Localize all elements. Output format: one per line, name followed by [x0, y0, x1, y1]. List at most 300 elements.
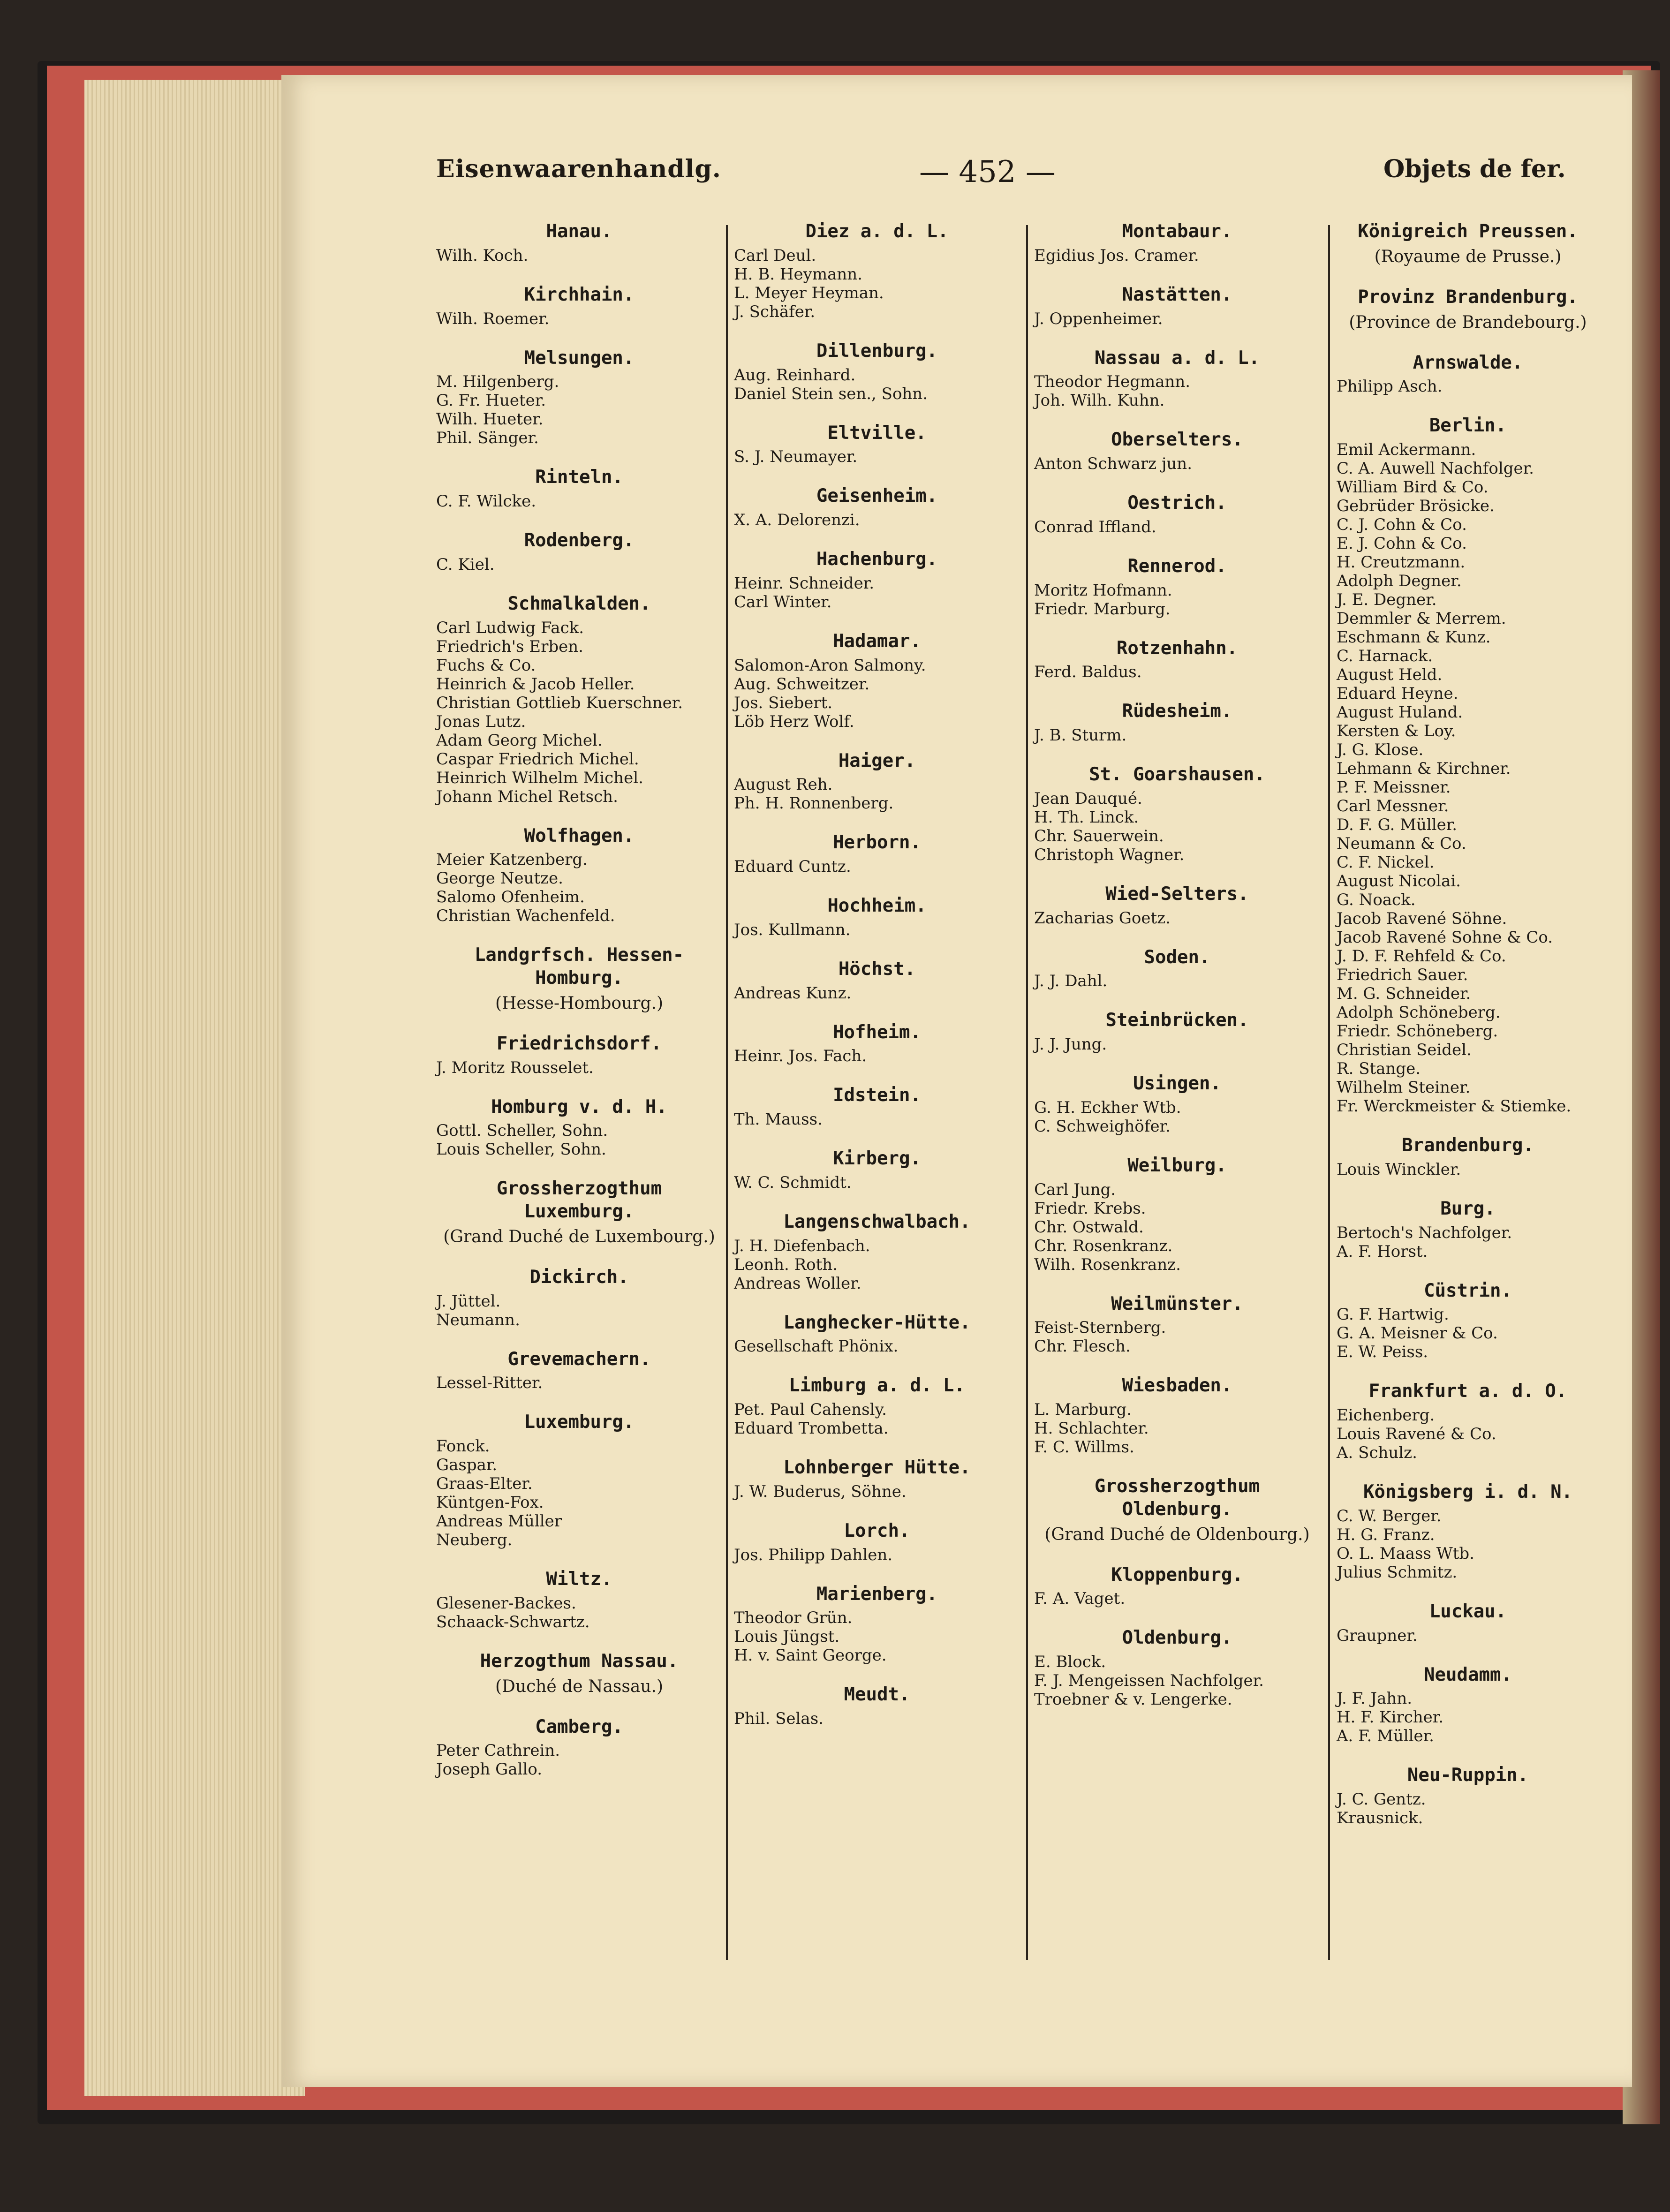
directory-entry: Carl Winter. — [734, 592, 832, 612]
directory-entry: Philipp Asch. — [1337, 377, 1443, 396]
section-heading: Rodenberg. — [524, 530, 635, 551]
directory-section — [1034, 1072, 1320, 1136]
section-heading: Oldenburg. — [1122, 1627, 1232, 1649]
directory-entry: Gottl. Scheller, Sohn. — [436, 1121, 608, 1140]
directory-entry: Carl Messner. — [1337, 797, 1449, 815]
directory-entry: J. E. Degner. — [1337, 590, 1437, 609]
directory-entry: Eduard Cuntz. — [734, 857, 851, 876]
section-heading: Luckau. — [1429, 1600, 1507, 1622]
directory-section — [1034, 946, 1320, 991]
section-heading: Wiesbaden. — [1122, 1375, 1232, 1397]
directory-entry: H. G. Franz. — [1337, 1525, 1435, 1544]
directory-entry: Jacob Ravené Söhne. — [1337, 909, 1507, 928]
section-heading: Herborn. — [833, 832, 921, 853]
directory-section — [1337, 286, 1599, 333]
directory-entry: Heinrich & Jacob Heller. — [436, 674, 635, 694]
directory-entry: Eduard Heyne. — [1337, 684, 1458, 703]
section-heading: Luxemburg. — [524, 1412, 635, 1433]
directory-section — [734, 831, 1020, 876]
directory-entry: Feist-Sternberg. — [1034, 1318, 1166, 1337]
directory-entry: Salomo Ofenheim. — [436, 888, 585, 907]
directory-entry: C. W. Berger. — [1337, 1506, 1442, 1525]
directory-section — [436, 1348, 722, 1393]
section-heading: Oestrich. — [1127, 492, 1227, 513]
section-heading: Wiltz. — [546, 1569, 612, 1590]
directory-section — [436, 825, 722, 926]
directory-entry: Anton Schwarz jun. — [1034, 454, 1193, 473]
directory-section — [1337, 1380, 1599, 1462]
directory-section — [436, 1650, 722, 1697]
directory-entry: C. J. Cohn & Co. — [1337, 515, 1467, 534]
section-heading: Lohnberger Hütte. — [783, 1457, 971, 1478]
directory-entry: Aug. Reinhard. — [734, 365, 856, 385]
directory-entry: F. C. Willms. — [1034, 1438, 1134, 1457]
directory-section — [436, 1568, 722, 1631]
directory-entry: Krausnick. — [1337, 1809, 1423, 1827]
directory-section — [436, 944, 722, 1014]
section-heading: Haiger. — [838, 750, 916, 771]
section-heading: Nassau a. d. L. — [1094, 347, 1260, 369]
directory-entry: Küntgen-Fox. — [436, 1493, 544, 1512]
directory-entry: Phil. Sänger. — [436, 429, 539, 448]
directory-entry: H. Creutzmann. — [1337, 553, 1466, 572]
directory-entry: A. F. Horst. — [1337, 1242, 1428, 1261]
directory-entry: Gaspar. — [436, 1456, 498, 1474]
directory-section — [436, 1266, 722, 1329]
directory-entry: Theodor Hegmann. — [1034, 372, 1191, 392]
section-heading: Hochheim. — [827, 895, 927, 916]
directory-entry: Wilhelm Steiner. — [1337, 1078, 1471, 1097]
directory-section — [1034, 1155, 1320, 1274]
directory-entry: Louis Jüngst. — [734, 1627, 840, 1646]
directory-entry: X. A. Delorenzi. — [734, 511, 860, 529]
directory-entry: Salomon-Aron Salmony. — [734, 656, 926, 675]
directory-entry: C. Harnack. — [1337, 647, 1433, 665]
directory-section — [436, 1716, 722, 1779]
section-heading: Wied-Selters. — [1105, 883, 1249, 905]
directory-entry: Neuberg. — [436, 1531, 513, 1549]
section-heading: Idstein. — [833, 1085, 921, 1106]
section-heading: Meudt. — [844, 1684, 910, 1706]
directory-entry: Friedr. Krebs. — [1034, 1199, 1146, 1218]
page-number: — 452 — — [919, 155, 1056, 189]
section-heading: Kirchhain. — [524, 284, 635, 305]
section-heading: Montabaur. — [1122, 221, 1232, 242]
directory-entry: L. Marburg. — [1034, 1400, 1132, 1419]
directory-entry: J. J. Dahl. — [1034, 972, 1108, 991]
directory-entry: William Bird & Co. — [1337, 478, 1489, 497]
section-heading: Frankfurt a. d. O. — [1368, 1381, 1567, 1402]
directory-entry: M. Hilgenberg. — [436, 372, 559, 392]
section-heading: Grevemachern. — [507, 1348, 651, 1370]
directory-entry: August Reh. — [734, 775, 833, 794]
directory-section — [436, 284, 722, 328]
section-subheading: (Royaume de Prusse.) — [1374, 247, 1562, 266]
section-heading: Rennerod. — [1127, 555, 1227, 577]
directory-entry: C. F. Nickel. — [1337, 853, 1435, 872]
directory-section — [1034, 1009, 1320, 1054]
section-subheading: (Duché de Nassau.) — [495, 1676, 664, 1696]
directory-section — [1337, 1664, 1599, 1746]
directory-section — [436, 1033, 722, 1077]
directory-entry: Johann Michel Retsch. — [436, 787, 618, 806]
directory-entry: Christian Seidel. — [1337, 1041, 1472, 1059]
section-heading: Königsberg i. d. N. — [1363, 1481, 1573, 1502]
directory-entry: Joseph Gallo. — [436, 1760, 542, 1779]
directory-entry: Wilh. Koch. — [436, 246, 529, 265]
directory-entry: G. Fr. Hueter. — [436, 391, 546, 410]
section-heading: Rotzenhahn. — [1116, 637, 1238, 659]
directory-entry: P. F. Meissner. — [1337, 778, 1451, 797]
directory-section — [1337, 1764, 1599, 1827]
directory-entry: Wilh. Roemer. — [436, 309, 550, 328]
section-subheading: (Grand Duché de Oldenbourg.) — [1044, 1525, 1310, 1544]
directory-entry: Emil Ackermann. — [1337, 440, 1476, 459]
directory-section — [1034, 700, 1320, 745]
directory-entry: D. F. G. Müller. — [1337, 815, 1458, 834]
directory-section — [734, 750, 1020, 813]
directory-entry: Gesellschaft Phönix. — [734, 1337, 899, 1356]
directory-entry: G. A. Meisner & Co. — [1337, 1324, 1498, 1343]
directory-entry: Graupner. — [1337, 1626, 1418, 1645]
directory-section — [1337, 1280, 1599, 1362]
directory-entry: C. A. Auwell Nachfolger. — [1337, 459, 1534, 478]
directory-entry: Graas-Elter. — [436, 1474, 533, 1493]
directory-entry: C. F. Wilcke. — [436, 492, 536, 511]
directory-entry: J. G. Klose. — [1337, 740, 1424, 759]
section-heading: Langhecker-Hütte. — [783, 1312, 971, 1333]
directory-section — [1034, 1475, 1320, 1545]
directory-section — [734, 1021, 1020, 1066]
column-2 — [734, 220, 1020, 1747]
section-heading: Grossherzogthum Luxemburg. — [496, 1178, 662, 1222]
directory-section — [734, 1684, 1020, 1728]
section-heading: Cüstrin. — [1424, 1280, 1512, 1301]
section-heading: Landgrfsch. Hessen-Homburg. — [474, 944, 684, 989]
directory-section — [734, 1084, 1020, 1129]
directory-section — [1034, 1564, 1320, 1608]
section-heading: Soden. — [1144, 946, 1210, 968]
directory-section — [436, 466, 722, 511]
directory-entry: S. J. Neumayer. — [734, 447, 858, 467]
directory-entry: Fonck. — [436, 1437, 490, 1456]
directory-section — [436, 529, 722, 574]
section-heading: Lorch. — [844, 1520, 910, 1541]
directory-entry: Caspar Friedrich Michel. — [436, 749, 639, 769]
directory-entry: J. Moritz Rousselet. — [436, 1058, 594, 1077]
section-subheading: (Province de Brandebourg.) — [1349, 312, 1587, 332]
directory-entry: J. Oppenheimer. — [1034, 309, 1163, 328]
directory-entry: A. Schulz. — [1337, 1443, 1417, 1462]
section-heading: Langenschwalbach. — [783, 1211, 971, 1232]
directory-entry: Th. Mauss. — [734, 1110, 823, 1129]
directory-entry: Phil. Selas. — [734, 1709, 824, 1728]
directory-section — [1034, 555, 1320, 619]
section-heading: Weilburg. — [1127, 1155, 1227, 1176]
directory-entry: August Huland. — [1337, 703, 1463, 722]
directory-entry: August Nicolai. — [1337, 872, 1461, 891]
section-heading: Melsungen. — [524, 347, 635, 369]
directory-entry: A. F. Müller. — [1337, 1727, 1434, 1746]
directory-entry: J. C. Gentz. — [1337, 1790, 1426, 1809]
directory-section — [734, 1374, 1020, 1438]
directory-section — [734, 1520, 1020, 1564]
section-heading: Homburg v. d. H. — [491, 1096, 667, 1117]
directory-entry: Lehmann & Kirchner. — [1337, 759, 1511, 778]
directory-entry: R. Stange. — [1337, 1059, 1421, 1078]
directory-entry: Louis Scheller, Sohn. — [436, 1140, 606, 1159]
section-heading: Höchst. — [838, 958, 916, 980]
directory-entry: Neumann & Co. — [1337, 834, 1466, 853]
directory-section — [1034, 1374, 1320, 1457]
directory-section — [1034, 220, 1320, 265]
directory-entry: Jonas Lutz. — [436, 712, 526, 731]
directory-entry: E. J. Cohn & Co. — [1337, 534, 1467, 553]
section-heading: Camberg. — [535, 1716, 623, 1737]
directory-section — [734, 422, 1020, 467]
section-heading: Schmalkalden. — [507, 593, 651, 614]
directory-entry: Heinr. Jos. Fach. — [734, 1047, 867, 1066]
directory-entry: Egidius Jos. Cramer. — [1034, 246, 1199, 265]
directory-entry: H. Th. Linck. — [1034, 808, 1139, 827]
directory-entry: Eichenberg. — [1337, 1406, 1435, 1425]
directory-section — [734, 485, 1020, 529]
directory-entry: C. Schweighöfer. — [1034, 1117, 1171, 1136]
column-rule — [1328, 225, 1330, 1960]
directory-section — [1337, 1600, 1599, 1645]
directory-section — [1337, 1134, 1599, 1179]
directory-section — [1034, 429, 1320, 473]
directory-entry: Chr. Ostwald. — [1034, 1217, 1144, 1237]
section-heading: Hanau. — [546, 221, 612, 242]
running-head-left: Eisenwaarenhandlg. — [436, 155, 721, 183]
section-heading: Marienberg. — [816, 1583, 938, 1605]
section-subheading: (Hesse-Hombourg.) — [495, 993, 663, 1013]
directory-section — [436, 1178, 722, 1247]
directory-entry: Kersten & Loy. — [1337, 722, 1456, 740]
section-heading: Hadamar. — [833, 630, 921, 652]
directory-section — [1337, 352, 1599, 396]
directory-entry: Andreas Woller. — [734, 1274, 861, 1293]
directory-section — [734, 548, 1020, 612]
directory-entry: Christian Wachenfeld. — [436, 906, 615, 926]
section-heading: Dickirch. — [529, 1266, 629, 1288]
directory-entry: Neumann. — [436, 1310, 520, 1329]
directory-entry: J. Schäfer. — [734, 302, 816, 321]
directory-section — [734, 1312, 1020, 1356]
section-heading: Herzogthum Nassau. — [480, 1650, 679, 1672]
directory-entry: Christoph Wagner. — [1034, 845, 1185, 864]
directory-entry: L. Meyer Heyman. — [734, 283, 884, 302]
section-heading: Hachenburg. — [816, 549, 938, 570]
section-heading: Grossherzogthum Oldenburg. — [1094, 1476, 1260, 1520]
directory-entry: Glesener-Backes. — [436, 1593, 576, 1613]
directory-entry: Eduard Trombetta. — [734, 1419, 889, 1438]
directory-entry: Chr. Rosenkranz. — [1034, 1236, 1173, 1255]
directory-entry: Jos. Philipp Dahlen. — [734, 1545, 893, 1564]
directory-entry: J. H. Diefenbach. — [734, 1236, 870, 1255]
directory-entry: H. Schlachter. — [1034, 1419, 1149, 1438]
directory-entry: Louis Winckler. — [1337, 1160, 1461, 1179]
directory-entry: Wilh. Rosenkranz. — [1034, 1255, 1181, 1274]
section-heading: Usingen. — [1133, 1073, 1221, 1094]
directory-entry: F. J. Mengeissen Nachfolger. — [1034, 1671, 1264, 1690]
directory-entry: Troebner & v. Lengerke. — [1034, 1690, 1232, 1709]
directory-entry: Theodor Grün. — [734, 1608, 853, 1628]
directory-section — [734, 220, 1020, 321]
running-head-right: Objets de fer. — [1383, 155, 1566, 183]
directory-entry: Louis Ravené & Co. — [1337, 1425, 1496, 1443]
section-heading: Brandenburg. — [1402, 1135, 1534, 1156]
directory-entry: Schaack-Schwartz. — [436, 1612, 590, 1631]
directory-section — [734, 1583, 1020, 1665]
section-heading: Wolfhagen. — [524, 825, 635, 846]
directory-entry: Jos. Siebert. — [734, 693, 833, 712]
directory-section — [1034, 284, 1320, 328]
column-3 — [1034, 220, 1320, 1728]
section-heading: Berlin. — [1429, 415, 1507, 437]
section-heading: Rüdesheim. — [1122, 701, 1232, 722]
directory-section — [1034, 1627, 1320, 1709]
directory-entry: H. F. Kircher. — [1337, 1708, 1444, 1727]
directory-entry: H. B. Heymann. — [734, 264, 862, 284]
directory-section — [1337, 1198, 1599, 1261]
directory-entry: Jos. Kullmann. — [734, 920, 851, 939]
directory-entry: H. v. Saint George. — [734, 1646, 887, 1665]
directory-section — [734, 340, 1020, 403]
section-heading: Nastätten. — [1122, 284, 1232, 305]
directory-entry: Löb Herz Wolf. — [734, 712, 854, 731]
directory-entry: C. Kiel. — [436, 555, 495, 574]
directory-entry: Julius Schmitz. — [1337, 1563, 1458, 1582]
section-heading: Friedrichsdorf. — [496, 1033, 662, 1054]
directory-entry: Adolph Degner. — [1337, 572, 1462, 590]
directory-section — [1034, 1293, 1320, 1356]
directory-entry: Ph. H. Ronnenberg. — [734, 794, 894, 813]
section-heading: Kloppenburg. — [1111, 1564, 1243, 1585]
directory-entry: August Held. — [1337, 665, 1443, 684]
directory-section — [734, 895, 1020, 939]
directory-section — [1034, 492, 1320, 536]
directory-entry: Leonh. Roth. — [734, 1255, 838, 1274]
directory-section — [734, 630, 1020, 731]
section-heading: Limburg a. d. L. — [789, 1375, 965, 1397]
directory-entry: Carl Ludwig Fack. — [436, 618, 584, 637]
directory-entry: M. G. Schneider. — [1337, 984, 1471, 1003]
directory-entry: Andreas Kunz. — [734, 983, 852, 1003]
directory-entry: Heinr. Schneider. — [734, 574, 875, 593]
directory-entry: W. C. Schmidt. — [734, 1173, 852, 1192]
directory-section — [436, 593, 722, 806]
directory-entry: Friedr. Marburg. — [1034, 599, 1171, 619]
section-heading: Neu-Ruppin. — [1407, 1765, 1529, 1786]
directory-entry: J. W. Buderus, Söhne. — [734, 1482, 907, 1501]
directory-section — [436, 347, 722, 448]
column-rule — [1026, 225, 1028, 1960]
directory-entry: Friedr. Schöneberg. — [1337, 1022, 1498, 1041]
directory-entry: G. F. Hartwig. — [1337, 1305, 1449, 1324]
section-heading: Dillenburg. — [816, 340, 938, 362]
directory-entry: J. F. Jahn. — [1337, 1689, 1413, 1708]
directory-entry: Heinrich Wilhelm Michel. — [436, 768, 643, 787]
directory-section — [1034, 637, 1320, 682]
section-heading: Geisenheim. — [816, 485, 938, 507]
directory-entry: Andreas Müller — [436, 1512, 562, 1531]
column-1 — [436, 220, 722, 1797]
directory-entry: Lessel-Ritter. — [436, 1374, 543, 1393]
directory-entry: George Neutze. — [436, 869, 563, 888]
directory-entry: Friedrich's Erben. — [436, 637, 583, 656]
directory-entry: Bertoch's Nachfolger. — [1337, 1223, 1512, 1242]
page-edges — [84, 80, 305, 2096]
directory-entry: Fuchs & Co. — [436, 656, 536, 675]
directory-entry: Ferd. Baldus. — [1034, 663, 1142, 682]
section-heading: Neudamm. — [1424, 1664, 1512, 1685]
directory-entry: Gebrüder Brösicke. — [1337, 497, 1495, 515]
section-heading: St. Goarshausen. — [1089, 764, 1265, 785]
directory-entry: Chr. Flesch. — [1034, 1337, 1131, 1356]
directory-entry: G. Noack. — [1337, 891, 1416, 909]
directory-section — [1034, 347, 1320, 410]
directory-entry: Chr. Sauerwein. — [1034, 826, 1164, 846]
section-heading: Arnswalde. — [1413, 352, 1523, 373]
directory-section — [734, 1211, 1020, 1293]
section-heading: Provinz Brandenburg. — [1358, 286, 1578, 308]
directory-entry: Carl Deul. — [734, 246, 816, 265]
directory-section — [734, 1457, 1020, 1501]
directory-entry: G. H. Eckher Wtb. — [1034, 1098, 1181, 1117]
section-heading: Steinbrücken. — [1105, 1010, 1249, 1031]
column-rule — [726, 225, 728, 1960]
directory-entry: Conrad Iffland. — [1034, 517, 1156, 536]
directory-entry: O. L. Maass Wtb. — [1337, 1544, 1474, 1563]
section-heading: Diez a. d. L. — [805, 221, 949, 242]
directory-entry: Meier Katzenberg. — [436, 850, 588, 869]
directory-entry: Pet. Paul Cahensly. — [734, 1400, 887, 1419]
section-heading: Kirberg. — [833, 1148, 921, 1169]
directory-entry: Jacob Ravené Sohne & Co. — [1337, 928, 1553, 947]
directory-entry: F. A. Vaget. — [1034, 1589, 1126, 1608]
directory-entry: Adam Georg Michel. — [436, 731, 603, 750]
directory-entry: Eschmann & Kunz. — [1337, 628, 1491, 647]
directory-entry: E. Block. — [1034, 1653, 1106, 1671]
directory-entry: Christian Gottlieb Kuerschner. — [436, 693, 683, 712]
column-4 — [1337, 220, 1599, 1846]
section-heading: Rinteln. — [535, 467, 623, 488]
section-heading: Hofheim. — [833, 1021, 921, 1043]
directory-entry: J. D. F. Rehfeld & Co. — [1337, 947, 1506, 966]
directory-section — [1337, 1481, 1599, 1582]
directory-entry: Friedrich Sauer. — [1337, 966, 1468, 984]
directory-entry: Aug. Schweitzer. — [734, 674, 870, 694]
directory-section — [734, 1148, 1020, 1192]
section-heading: Oberselters. — [1111, 429, 1243, 451]
directory-section — [436, 220, 722, 265]
section-subheading: (Grand Duché de Luxembourg.) — [443, 1227, 715, 1246]
directory-entry: Peter Cathrein. — [436, 1741, 560, 1760]
section-heading: Königreich Preussen. — [1358, 221, 1578, 242]
directory-section — [436, 1096, 722, 1159]
directory-entry: Demmler & Merrem. — [1337, 609, 1506, 628]
directory-entry: Zacharias Goetz. — [1034, 908, 1171, 928]
directory-entry: J. Jüttel. — [436, 1291, 501, 1311]
directory-section — [1034, 883, 1320, 928]
directory-entry: Jean Dauqué. — [1034, 789, 1142, 808]
directory-entry: J. J. Jung. — [1034, 1035, 1107, 1054]
directory-entry: Daniel Stein sen., Sohn. — [734, 384, 928, 403]
directory-entry: E. W. Peiss. — [1337, 1343, 1428, 1362]
directory-entry: Joh. Wilh. Kuhn. — [1034, 391, 1165, 410]
